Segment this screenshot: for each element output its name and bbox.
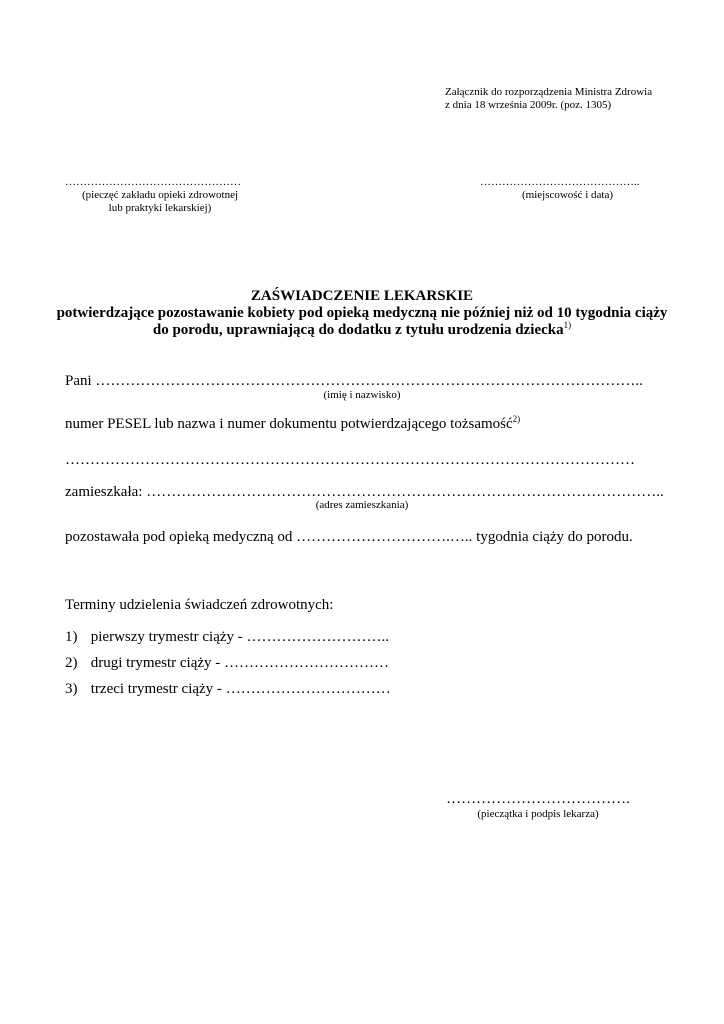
title-line-2: potwierdzające pozostawanie kobiety pod opieką medyczną nie później niż od 10 tygodnia ciąży [56, 305, 668, 321]
stamp-label-2: lub praktyki lekarskiej) [108, 202, 212, 214]
signature-label: (pieczątka i podpis lekarza) [477, 808, 599, 820]
signature-dots: ………………………………. [446, 791, 630, 807]
trimester-number: 3) [65, 681, 78, 697]
terms-heading: Terminy udzielenia świadczeń zdrowotnych: [65, 597, 334, 613]
address-dots: ………………………………………………………………………………………….. [146, 484, 664, 500]
title-line-1: ZAŚWIADCZENIE LEKARSKIE [250, 288, 474, 304]
name-hint: (imię i nazwisko) [323, 389, 401, 401]
title-line-3: do porodu, uprawniającą do dodatku z tytułu urodzenia dziecka [152, 322, 564, 338]
annex-line-2: z dnia 18 września 2009r. (poz. 1305) [445, 99, 612, 111]
trimester-item [65, 654, 389, 672]
trimester-number: 2) [65, 655, 78, 671]
pani-label: Pani [65, 373, 92, 389]
address-hint: (adres zamieszkania) [315, 499, 409, 511]
place-date-dots: …………………………………….. [480, 176, 640, 188]
document-title [0, 288, 724, 339]
address-label: zamieszkała: [65, 484, 143, 500]
care-label: pozostawała pod opieką medyczną od [65, 529, 293, 545]
trimester-dots: …………………………… [224, 655, 390, 671]
pesel-footnote: 2) [512, 414, 521, 424]
trimester-dots: ……………………….. [246, 629, 390, 645]
title-footnote: 1) [563, 320, 572, 330]
pesel-field-row [65, 415, 520, 433]
trimester-dots: …………………………… [225, 681, 391, 697]
annex-line-1: Załącznik do rozporządzenia Ministra Zdrowia [445, 86, 653, 98]
trimester-label: pierwszy trymestr ciąży - [90, 629, 243, 645]
trimester-label: drugi trymestr ciąży - [90, 655, 221, 671]
place-date-block [480, 176, 655, 202]
title-line-3-wrap [0, 322, 724, 339]
trimester-item [65, 680, 391, 698]
signature-block [443, 790, 633, 821]
pesel-label: numer PESEL lub nazwa i numer dokumentu potwierdzającego tożsamość [65, 416, 513, 432]
stamp-dots: ………………………………………… [65, 176, 241, 188]
annex-note [445, 86, 652, 112]
care-dots: ………………………….….. [296, 529, 473, 545]
trimester-item [65, 628, 389, 646]
place-date-label: (miejscowość i data) [521, 189, 614, 201]
name-field-row [65, 372, 643, 390]
trimester-number: 1) [65, 629, 78, 645]
pesel-dots: …………………………………………………………………………………………………… [65, 452, 635, 468]
trimester-label: trzeci trymestr ciąży - [90, 681, 222, 697]
name-dots: ……………………………………………………………………………………………….. [95, 373, 643, 389]
stamp-label-1: (pieczęć zakładu opieki zdrowotnej [81, 189, 239, 201]
care-suffix: tygodnia ciąży do porodu. [476, 529, 633, 545]
stamp-block [65, 176, 255, 215]
care-field-row [65, 528, 633, 546]
